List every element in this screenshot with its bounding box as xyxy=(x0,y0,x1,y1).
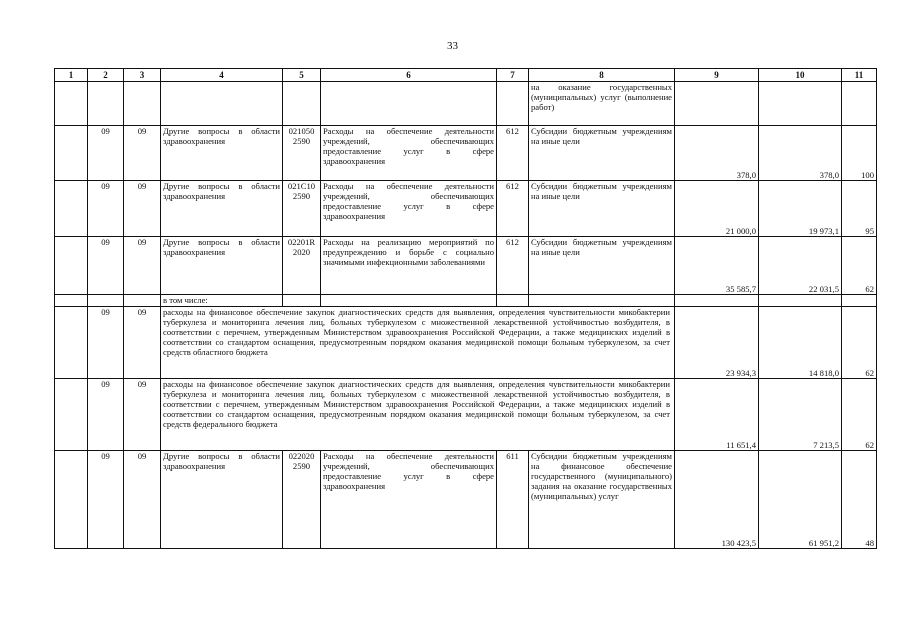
expense-name: Расходы на обеспечение деятельности учреждений, обеспечивающих предоставление услуг в сфере здравоохранения xyxy=(321,181,497,237)
including-label: в том числе: xyxy=(161,295,283,307)
expense-description: расходы на финансовое обеспечение закупок диагностических средств для выявления, определения чувствительности микобактерии туберкулеза и мониторинга лечения лиц, больных туберкулезом с множественной лекарственной устойчивостью возбудителя, в соответствии с перечнем, утвержденным Министерством здравоохранения Российской Федерации, а также медицинских изделий в соответствии со стандартом оснащения, предусмотренным порядком оказания медицинской помощи больным туберкулезом, за счет средств федерального бюджета xyxy=(161,379,675,451)
target-article: 02201R 2020 xyxy=(283,237,321,295)
executed-amount: 22 031,5 xyxy=(759,237,842,295)
subsection-code: 09 xyxy=(124,181,161,237)
section-name: Другие вопросы в области здравоохранения xyxy=(161,237,283,295)
table-row xyxy=(55,237,877,295)
executed-amount: 61 951,2 xyxy=(759,451,842,549)
header-cell: 8 xyxy=(529,69,675,82)
section-name: Другие вопросы в области здравоохранения xyxy=(161,451,283,549)
header-cell: 5 xyxy=(283,69,321,82)
section-code: 09 xyxy=(88,126,124,181)
subsection-code: 09 xyxy=(124,237,161,295)
header-cell: 4 xyxy=(161,69,283,82)
page-number: 33 xyxy=(447,40,458,52)
target-article: 021С10 2590 xyxy=(283,181,321,237)
planned-amount: 378,0 xyxy=(675,126,759,181)
header-cell: 6 xyxy=(321,69,497,82)
header-cell: 11 xyxy=(842,69,877,82)
header-row xyxy=(55,69,877,82)
continuation-row xyxy=(55,82,877,126)
executed-amount: 19 973,1 xyxy=(759,181,842,237)
execution-percent: 100 xyxy=(842,126,877,181)
expense-name: Расходы на обеспечение деятельности учреждений, обеспечивающих предоставление услуг в сфере здравоохранения xyxy=(321,126,497,181)
target-article: 022020 2590 xyxy=(283,451,321,549)
planned-amount: 11 651,4 xyxy=(675,379,759,451)
expense-type-name: Субсидии бюджетным учреждениям на иные цели xyxy=(529,237,675,295)
executed-amount: 14 818,0 xyxy=(759,307,842,379)
table-row xyxy=(55,126,877,181)
planned-amount: 35 585,7 xyxy=(675,237,759,295)
execution-percent: 62 xyxy=(842,307,877,379)
section-code: 09 xyxy=(88,181,124,237)
expense-type-code: 612 xyxy=(497,126,529,181)
expense-type-name: Субсидии бюджетным учреждениям на иные цели xyxy=(529,126,675,181)
expense-type-name: Субсидии бюджетным учреждениям на иные цели xyxy=(529,181,675,237)
executed-amount: 7 213,5 xyxy=(759,379,842,451)
expense-description: расходы на финансовое обеспечение закупок диагностических средств для выявления, определения чувствительности микобактерии туберкулеза и мониторинга лечения лиц, больных туберкулезом с множественной лекарственной устойчивостью возбудителя, в соответствии с перечнем, утвержденным Министерством здравоохранения Российской Федерации, а также медицинских изделий в соответствии со стандартом оснащения, предусмотренным порядком оказания медицинской помощи больным туберкулезом, за счет средств областного бюджета xyxy=(161,307,675,379)
execution-percent: 62 xyxy=(842,237,877,295)
table-row xyxy=(55,307,877,379)
table-row xyxy=(55,181,877,237)
header-cell: 2 xyxy=(88,69,124,82)
expense-name: Расходы на реализацию мероприятий по предупреждению и борьбе с социально значимыми инфекционными заболеваниями xyxy=(321,237,497,295)
header-cell: 10 xyxy=(759,69,842,82)
section-name: Другие вопросы в области здравоохранения xyxy=(161,181,283,237)
subsection-code: 09 xyxy=(124,379,161,451)
planned-amount: 130 423,5 xyxy=(675,451,759,549)
section-code: 09 xyxy=(88,307,124,379)
header-cell: 9 xyxy=(675,69,759,82)
table-row xyxy=(55,451,877,549)
section-code: 09 xyxy=(88,379,124,451)
section-code: 09 xyxy=(88,237,124,295)
budget-table xyxy=(54,68,877,549)
table-row xyxy=(55,379,877,451)
subsection-code: 09 xyxy=(124,126,161,181)
execution-percent: 62 xyxy=(842,379,877,451)
executed-amount: 378,0 xyxy=(759,126,842,181)
expense-type-code: 612 xyxy=(497,237,529,295)
planned-amount: 21 000,0 xyxy=(675,181,759,237)
header-cell: 1 xyxy=(55,69,88,82)
expense-type-code: 611 xyxy=(497,451,529,549)
target-article: 021050 2590 xyxy=(283,126,321,181)
continuation-text: на оказание государственных (муниципальных) услуг (выполнение работ) xyxy=(529,82,675,126)
header-cell: 3 xyxy=(124,69,161,82)
expense-type-name: Субсидии бюджетным учреждениям на финансовое обеспечение государственного (муниципального) задания на оказание государственных (муниципальных) услуг xyxy=(529,451,675,549)
planned-amount: 23 934,3 xyxy=(675,307,759,379)
including-row xyxy=(55,295,877,307)
section-code: 09 xyxy=(88,451,124,549)
section-name: Другие вопросы в области здравоохранения xyxy=(161,126,283,181)
expense-name: Расходы на обеспечение деятельности учреждений, обеспечивающих предоставление услуг в сфере здравоохранения xyxy=(321,451,497,549)
subsection-code: 09 xyxy=(124,307,161,379)
header-cell: 7 xyxy=(497,69,529,82)
expense-type-code: 612 xyxy=(497,181,529,237)
subsection-code: 09 xyxy=(124,451,161,549)
execution-percent: 48 xyxy=(842,451,877,549)
execution-percent: 95 xyxy=(842,181,877,237)
